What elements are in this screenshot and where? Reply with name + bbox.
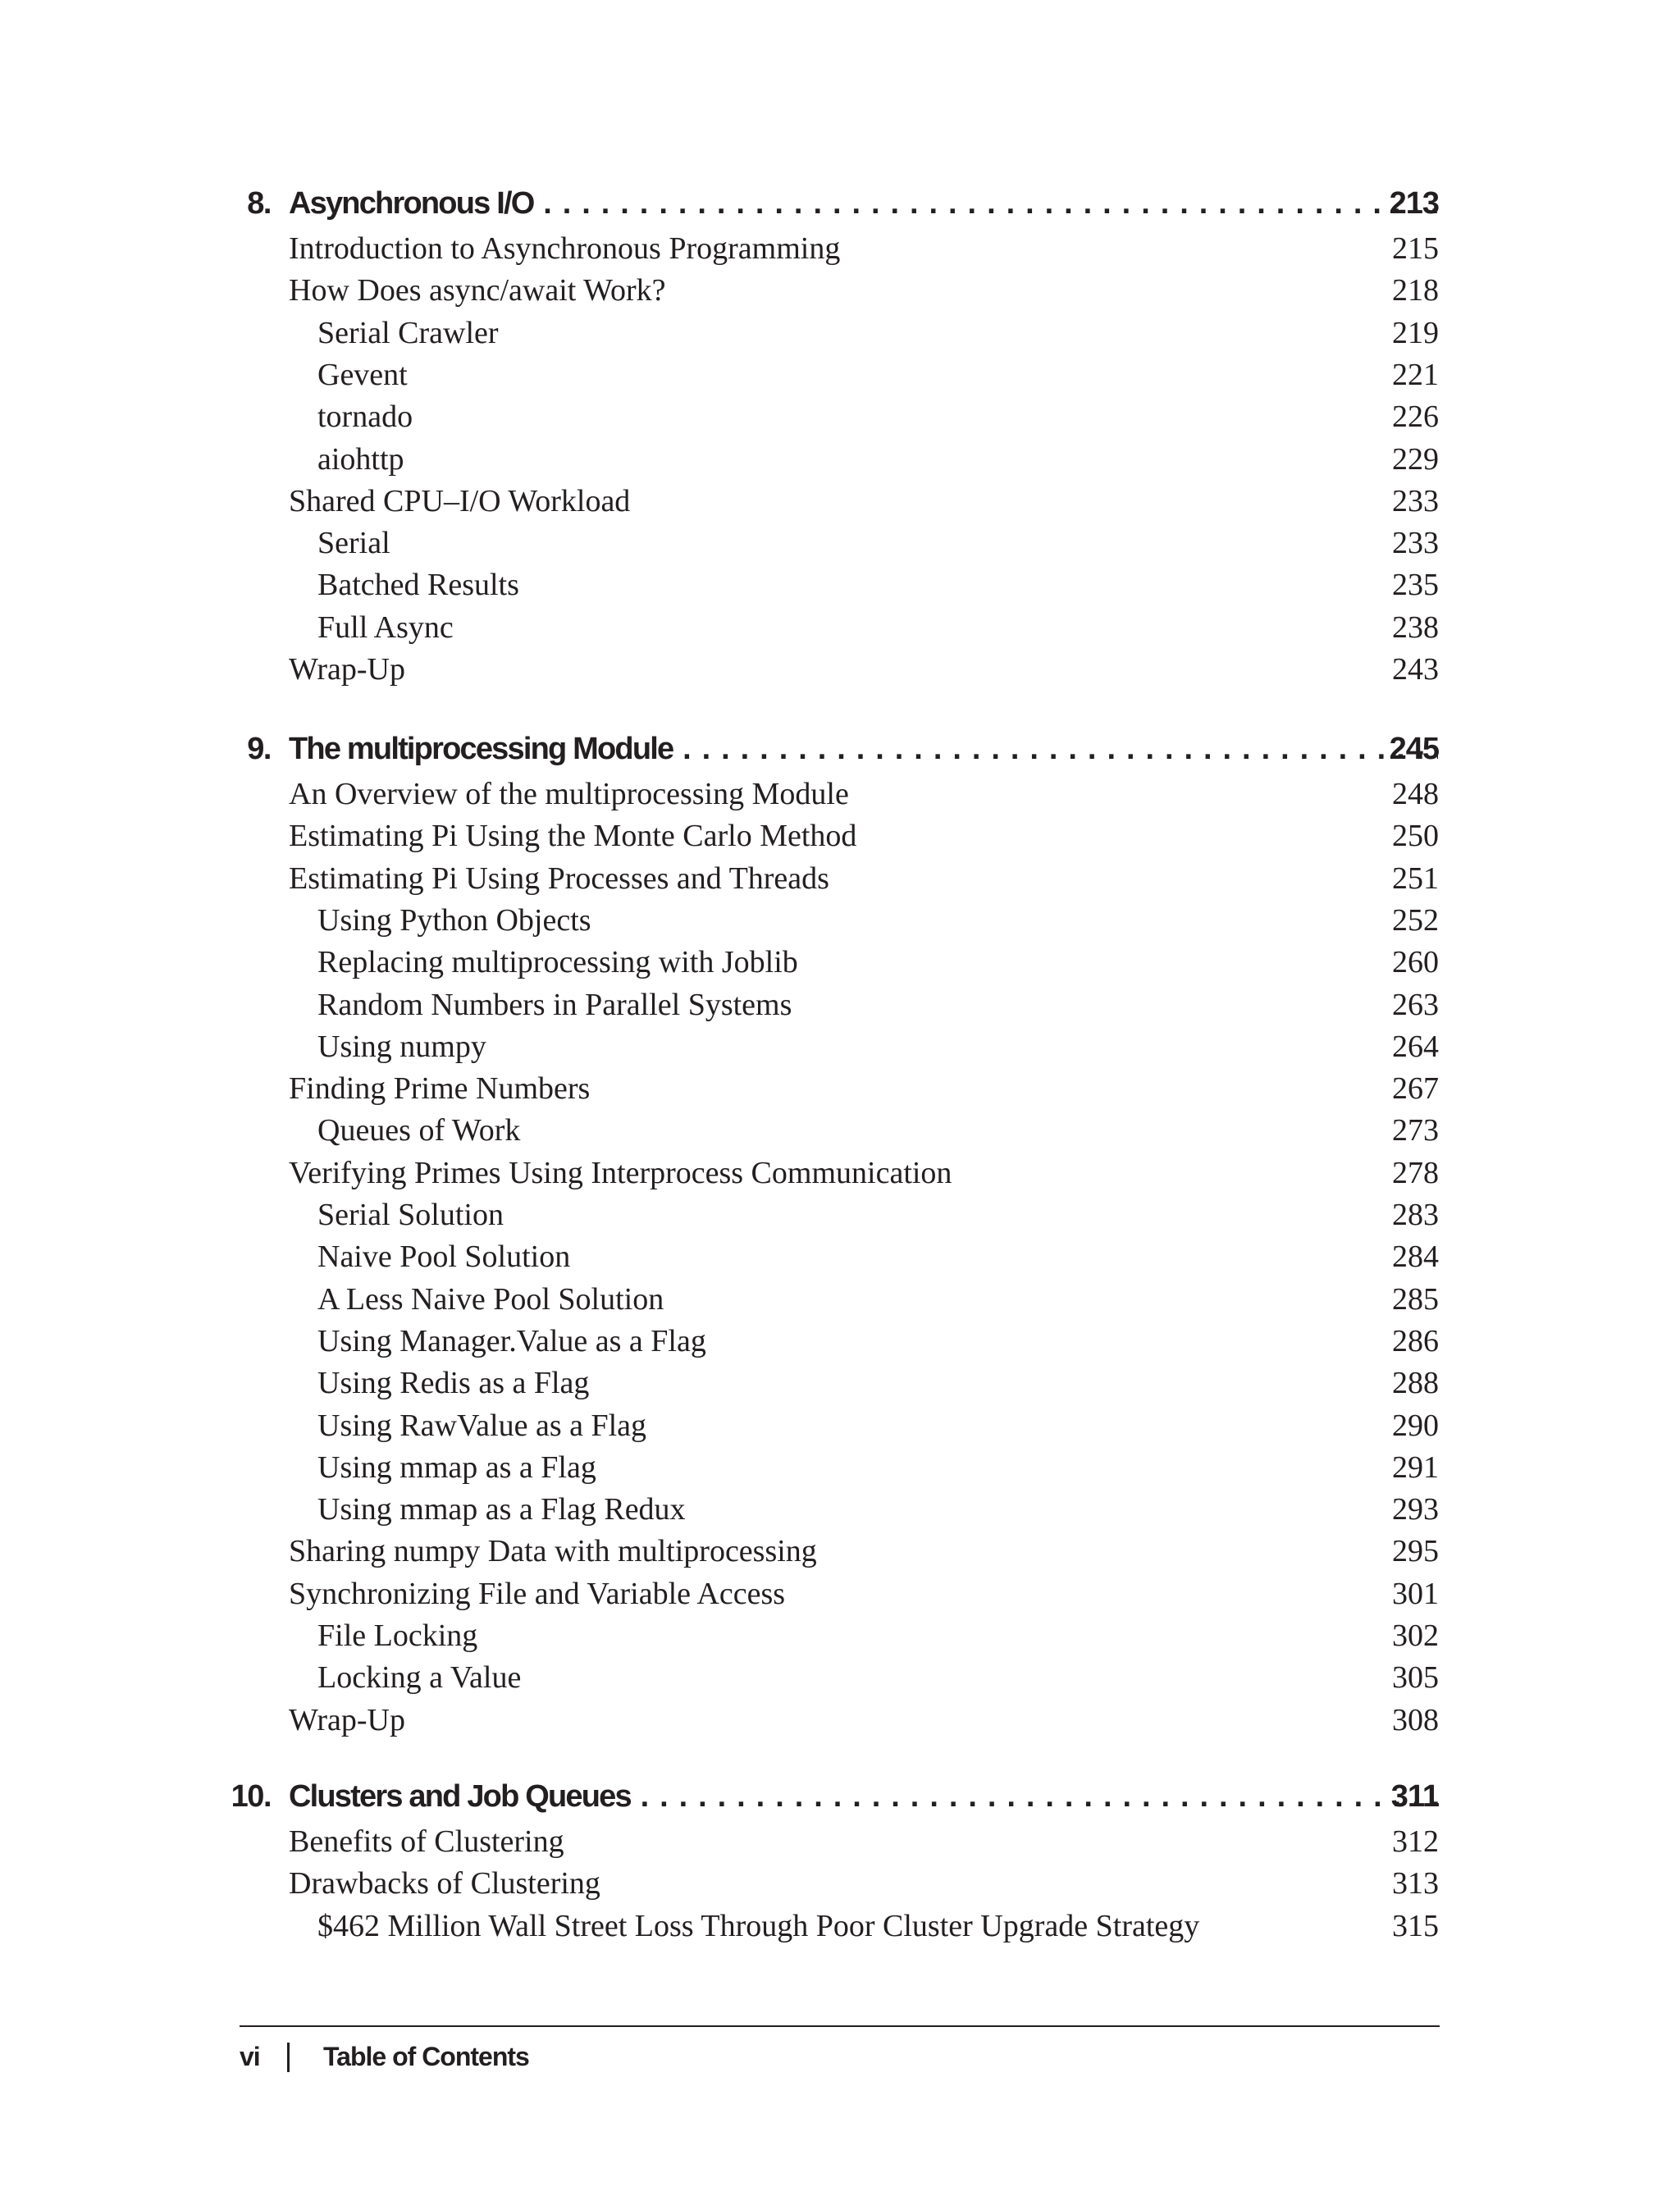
entry-page-number: 288 [1392,1366,1439,1400]
chapter-page-number: 311 [1390,1779,1439,1814]
toc-subsection-entry[interactable] [0,1906,1680,1947]
toc-subsection-entry[interactable] [0,1447,1680,1489]
chapter-number: 10. [231,1779,271,1814]
entry-label: aiohttp [317,442,404,477]
toc-subsection-entry[interactable] [0,984,1680,1026]
toc-subsection-entry[interactable] [0,1194,1680,1236]
entry-label: Using RawValue as a Flag [317,1408,647,1443]
toc-subsection-entry[interactable] [0,1489,1680,1531]
chapter-heading[interactable] [0,724,1680,774]
entry-page-number: 302 [1392,1618,1439,1653]
entry-page-number: 301 [1392,1577,1439,1611]
chapter-title: Clusters and Job Queues . . . [289,1772,1438,1821]
entry-page-number: 260 [1392,945,1439,979]
toc-section-entry[interactable] [0,774,1680,815]
entry-label: tornado [317,399,413,434]
entry-page-number: 264 [1392,1029,1439,1064]
entry-label: Estimating Pi Using the Monte Carlo Method [289,819,857,853]
entry-page-number: 284 [1392,1239,1439,1274]
entry-label: Batched Results [317,568,519,602]
toc-subsection-entry[interactable] [0,354,1680,396]
entry-page-number: 243 [1392,652,1439,687]
entry-label: Shared CPU–I/O Workload [289,484,631,518]
entry-page-number: 235 [1392,568,1439,602]
toc-subsection-entry[interactable] [0,564,1680,606]
entry-label: Drawbacks of Clustering [289,1866,600,1901]
toc-subsection-entry[interactable] [0,1279,1680,1321]
entry-page-number: 219 [1392,316,1439,350]
entry-label: Queues of Work [317,1113,521,1148]
toc-section-entry[interactable] [0,1573,1680,1615]
toc-section-entry[interactable] [0,1153,1680,1194]
toc-subsection-entry[interactable] [0,942,1680,984]
entry-page-number: 293 [1392,1492,1439,1527]
entry-page-number: 252 [1392,903,1439,938]
toc-subsection-entry[interactable] [0,1615,1680,1657]
toc-subsection-entry[interactable] [0,1321,1680,1363]
chapter-heading[interactable] [0,1772,1680,1821]
chapter-title: Asynchronous I/O . . . [289,179,1438,228]
entry-label: Synchronizing File and Variable Access [289,1577,786,1611]
toc-section-entry[interactable] [0,858,1680,900]
entry-page-number: 233 [1392,484,1439,518]
toc-section-entry[interactable] [0,1821,1680,1863]
toc-subsection-entry[interactable] [0,1657,1680,1699]
entry-label: Replacing multiprocessing with Joblib [317,945,798,979]
entry-page-number: 312 [1392,1824,1439,1859]
chapter-number: 8. [247,186,271,221]
entry-page-number: 248 [1392,777,1439,811]
page-footer [0,2036,1680,2077]
entry-label: Estimating Pi Using Processes and Threads [289,861,829,896]
entry-label: Serial Crawler [317,316,499,350]
toc-subsection-entry[interactable] [0,900,1680,942]
toc-subsection-entry[interactable] [0,1405,1680,1447]
page-folio: vi [240,2042,260,2071]
entry-label: Benefits of Clustering [289,1824,564,1859]
entry-page-number: 315 [1392,1909,1439,1943]
entry-label: File Locking [317,1618,478,1653]
entry-page-number: 221 [1392,358,1439,392]
entry-page-number: 267 [1392,1071,1439,1106]
entry-label: Using Manager.Value as a Flag [317,1324,706,1358]
chapter-page-number: 213 [1389,186,1439,221]
toc-section-entry[interactable] [0,1863,1680,1905]
entry-label: $462 Million Wall Street Loss Through Poor Cluster Upgrade Strategy [317,1909,1200,1943]
entry-page-number: 238 [1392,610,1439,645]
entry-page-number: 291 [1392,1450,1439,1485]
entry-label: Verifying Primes Using Interprocess Communication [289,1156,952,1190]
toc-section-entry[interactable] [0,815,1680,857]
entry-page-number: 283 [1392,1198,1439,1232]
chapter-title: The multiprocessing Module . . . [289,724,1438,774]
toc-subsection-entry[interactable] [0,439,1680,481]
entry-page-number: 263 [1392,988,1439,1022]
toc-subsection-entry[interactable] [0,313,1680,354]
entry-page-number: 278 [1392,1156,1439,1190]
toc-subsection-entry[interactable] [0,1110,1680,1152]
entry-label: Using Python Objects [317,903,591,938]
running-title: Table of Contents [323,2042,529,2071]
toc-section-entry[interactable] [0,649,1680,691]
entry-label: Serial [317,526,390,560]
entry-page-number: 305 [1392,1660,1439,1695]
toc-section-entry[interactable] [0,1068,1680,1110]
footer-rule [240,2025,1440,2027]
toc-section-entry[interactable] [0,270,1680,312]
entry-page-number: 226 [1392,399,1439,434]
entry-label: Serial Solution [317,1198,504,1232]
entry-page-number: 229 [1392,442,1439,477]
entry-page-number: 285 [1392,1282,1439,1317]
chapter-number: 9. [247,732,271,766]
entry-label: An Overview of the multiprocessing Module [289,777,849,811]
toc-subsection-entry[interactable] [0,1236,1680,1278]
entry-page-number: 313 [1392,1866,1439,1901]
entry-page-number: 273 [1392,1113,1439,1148]
entry-label: Using mmap as a Flag Redux [317,1492,686,1527]
toc-subsection-entry[interactable] [0,607,1680,649]
entry-label: A Less Naive Pool Solution [317,1282,664,1317]
toc-subsection-entry[interactable] [0,1026,1680,1068]
entry-page-number: 308 [1392,1703,1439,1737]
entry-label: Using Redis as a Flag [317,1366,590,1400]
entry-label: Gevent [317,358,408,392]
entry-label: Using numpy [317,1029,486,1064]
entry-label: Introduction to Asynchronous Programming [289,231,841,266]
entry-page-number: 215 [1392,231,1439,266]
entry-page-number: 251 [1392,861,1439,896]
toc-section-entry[interactable] [0,228,1680,270]
entry-page-number: 233 [1392,526,1439,560]
entry-page-number: 286 [1392,1324,1439,1358]
entry-label: Using mmap as a Flag [317,1450,596,1485]
toc-section-entry[interactable] [0,1531,1680,1573]
entry-label: Wrap-Up [289,652,405,687]
entry-label: Wrap-Up [289,1703,405,1737]
footer-separator [287,2043,290,2072]
toc-section-entry[interactable] [0,1700,1680,1742]
entry-label: Sharing numpy Data with multiprocessing [289,1534,817,1568]
entry-label: Full Async [317,610,454,645]
entry-page-number: 218 [1392,273,1439,308]
entry-page-number: 295 [1392,1534,1439,1568]
entry-page-number: 290 [1392,1408,1439,1443]
entry-label: How Does async/await Work? [289,273,666,308]
entry-label: Finding Prime Numbers [289,1071,591,1106]
toc-section-entry[interactable] [0,481,1680,523]
chapter-page-number: 245 [1389,732,1439,766]
entry-page-number: 250 [1392,819,1439,853]
entry-label: Locking a Value [317,1660,522,1695]
toc-subsection-entry[interactable] [0,1363,1680,1404]
toc-subsection-entry[interactable] [0,523,1680,564]
chapter-heading[interactable] [0,179,1680,228]
toc-subsection-entry[interactable] [0,396,1680,438]
entry-label: Naive Pool Solution [317,1239,571,1274]
entry-label: Random Numbers in Parallel Systems [317,988,792,1022]
